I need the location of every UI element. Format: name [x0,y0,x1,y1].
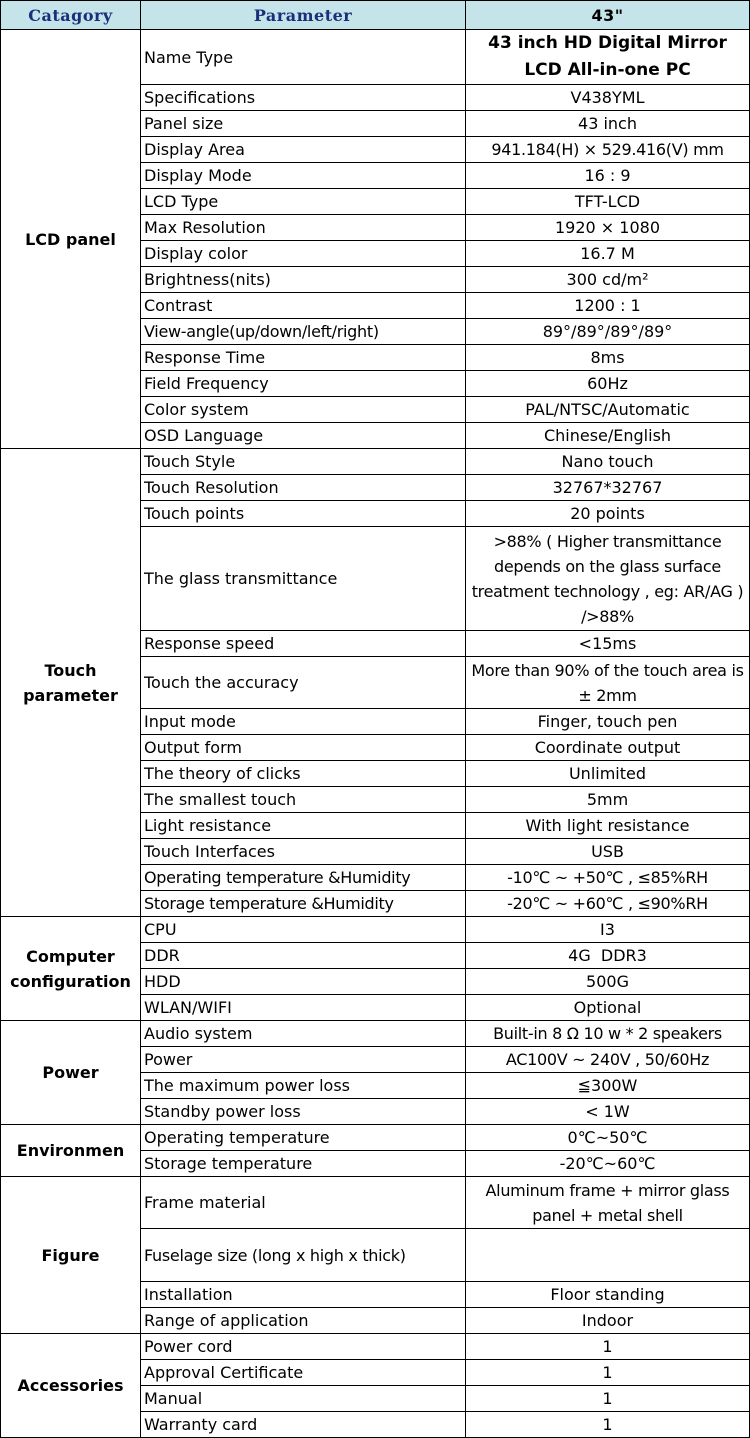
value-cell: AC100V ~ 240V , 50/60Hz [466,1047,750,1073]
value-cell: 1 [466,1386,750,1412]
param-cell: Response speed [141,631,466,657]
value-cell: 43 inch HD Digital Mirror LCD All-in-one PC [466,30,750,85]
value-cell: 5mm [466,787,750,813]
value-cell: With light resistance [466,813,750,839]
param-cell: Warranty card [141,1412,466,1438]
param-cell: Input mode [141,709,466,735]
header-model: 43" [466,1,750,30]
param-cell: Fuselage size (long x high x thick) [141,1229,466,1282]
value-cell: PAL/NTSC/Automatic [466,397,750,423]
value-cell: 16.7 M [466,241,750,267]
param-cell: Field Frequency [141,371,466,397]
value-cell: 1 [466,1360,750,1386]
param-cell: Power [141,1047,466,1073]
value-cell: Aluminum frame + mirror glass panel + metal shell [466,1177,750,1229]
value-cell: -20℃ ~ +60℃ , ≤90%RH [466,891,750,917]
param-cell: Approval Certificate [141,1360,466,1386]
param-cell: Touch points [141,501,466,527]
value-cell: Coordinate output [466,735,750,761]
category-environmen: Environmen [1,1125,141,1177]
param-cell: Display Mode [141,163,466,189]
value-cell: 8ms [466,345,750,371]
param-cell: Color system [141,397,466,423]
value-cell: Built-in 8 Ω 10 w * 2 speakers [466,1021,750,1047]
value-cell: -10℃ ~ +50℃ , ≤85%RH [466,865,750,891]
value-cell: 1200 : 1 [466,293,750,319]
param-cell: HDD [141,969,466,995]
param-cell: The glass transmittance [141,527,466,631]
value-cell: Indoor [466,1308,750,1334]
value-cell: 1 [466,1334,750,1360]
param-cell: The smallest touch [141,787,466,813]
value-cell: TFT-LCD [466,189,750,215]
category-power: Power [1,1021,141,1125]
table-row [1,1334,750,1360]
header-category: Catagory [1,1,141,30]
value-cell: Finger, touch pen [466,709,750,735]
param-cell: Brightness(nits) [141,267,466,293]
param-cell: Response Time [141,345,466,371]
param-cell: Power cord [141,1334,466,1360]
param-cell: Operating temperature [141,1125,466,1151]
value-cell: USB [466,839,750,865]
param-cell: Touch Resolution [141,475,466,501]
value-cell: -20℃~60℃ [466,1151,750,1177]
param-cell: Contrast [141,293,466,319]
param-cell: Panel size [141,111,466,137]
param-cell: OSD Language [141,423,466,449]
table-row [1,917,750,943]
param-cell: Light resistance [141,813,466,839]
value-cell: More than 90% of the touch area is ± 2mm [466,657,750,709]
param-cell: Touch the accuracy [141,657,466,709]
param-cell: Name Type [141,30,466,85]
value-cell: >88% ( Higher transmittance depends on the glass surface treatment technology , eg: AR/AG ) />88% [466,527,750,631]
param-cell: Display Area [141,137,466,163]
value-cell: Unlimited [466,761,750,787]
param-cell: View-angle(up/down/left/right) [141,319,466,345]
header-row [1,1,750,30]
value-cell: 16 : 9 [466,163,750,189]
param-cell: Standby power loss [141,1099,466,1125]
param-cell: Output form [141,735,466,761]
value-cell: Optional [466,995,750,1021]
value-cell: Floor standing [466,1282,750,1308]
category-figure: Figure [1,1177,141,1334]
param-cell: Storage temperature &Humidity [141,891,466,917]
param-cell: WLAN/WIFI [141,995,466,1021]
param-cell: DDR [141,943,466,969]
value-cell: 0℃~50℃ [466,1125,750,1151]
value-cell: I3 [466,917,750,943]
param-cell: Storage temperature [141,1151,466,1177]
value-cell: <15ms [466,631,750,657]
table-row [1,449,750,475]
value-cell: Chinese/English [466,423,750,449]
table-row [1,1177,750,1229]
category-lcd-panel: LCD panel [1,30,141,449]
param-cell: Frame material [141,1177,466,1229]
value-cell: 1 [466,1412,750,1438]
category-computer-configuration: Computer configuration [1,917,141,1021]
value-cell: Nano touch [466,449,750,475]
header-parameter: Parameter [141,1,466,30]
param-cell: LCD Type [141,189,466,215]
value-cell: < 1W [466,1099,750,1125]
value-cell: 43 inch [466,111,750,137]
category-accessories: Accessories [1,1334,141,1438]
param-cell: Touch Interfaces [141,839,466,865]
value-cell: 89°/89°/89°/89° [466,319,750,345]
param-cell: The theory of clicks [141,761,466,787]
table-row [1,1021,750,1047]
value-cell: 300 cd/m² [466,267,750,293]
param-cell: The maximum power loss [141,1073,466,1099]
param-cell: Audio system [141,1021,466,1047]
value-cell: ≦300W [466,1073,750,1099]
table-row [1,30,750,85]
value-cell: 941.184(H) × 529.416(V) mm [466,137,750,163]
param-cell: CPU [141,917,466,943]
value-cell: 60Hz [466,371,750,397]
param-cell: Range of application [141,1308,466,1334]
param-cell: Manual [141,1386,466,1412]
param-cell: Display color [141,241,466,267]
table-row [1,1125,750,1151]
value-cell: V438YML [466,85,750,111]
param-cell: Operating temperature &Humidity [141,865,466,891]
param-cell: Specifications [141,85,466,111]
param-cell: Installation [141,1282,466,1308]
value-cell: 500G [466,969,750,995]
category-touch-parameter: Touch parameter [1,449,141,917]
param-cell: Touch Style [141,449,466,475]
param-cell: Max Resolution [141,215,466,241]
value-cell: 32767*32767 [466,475,750,501]
value-cell: 1920 × 1080 [466,215,750,241]
value-cell: 20 points [466,501,750,527]
value-cell: 4G DDR3 [466,943,750,969]
value-cell [466,1229,750,1282]
